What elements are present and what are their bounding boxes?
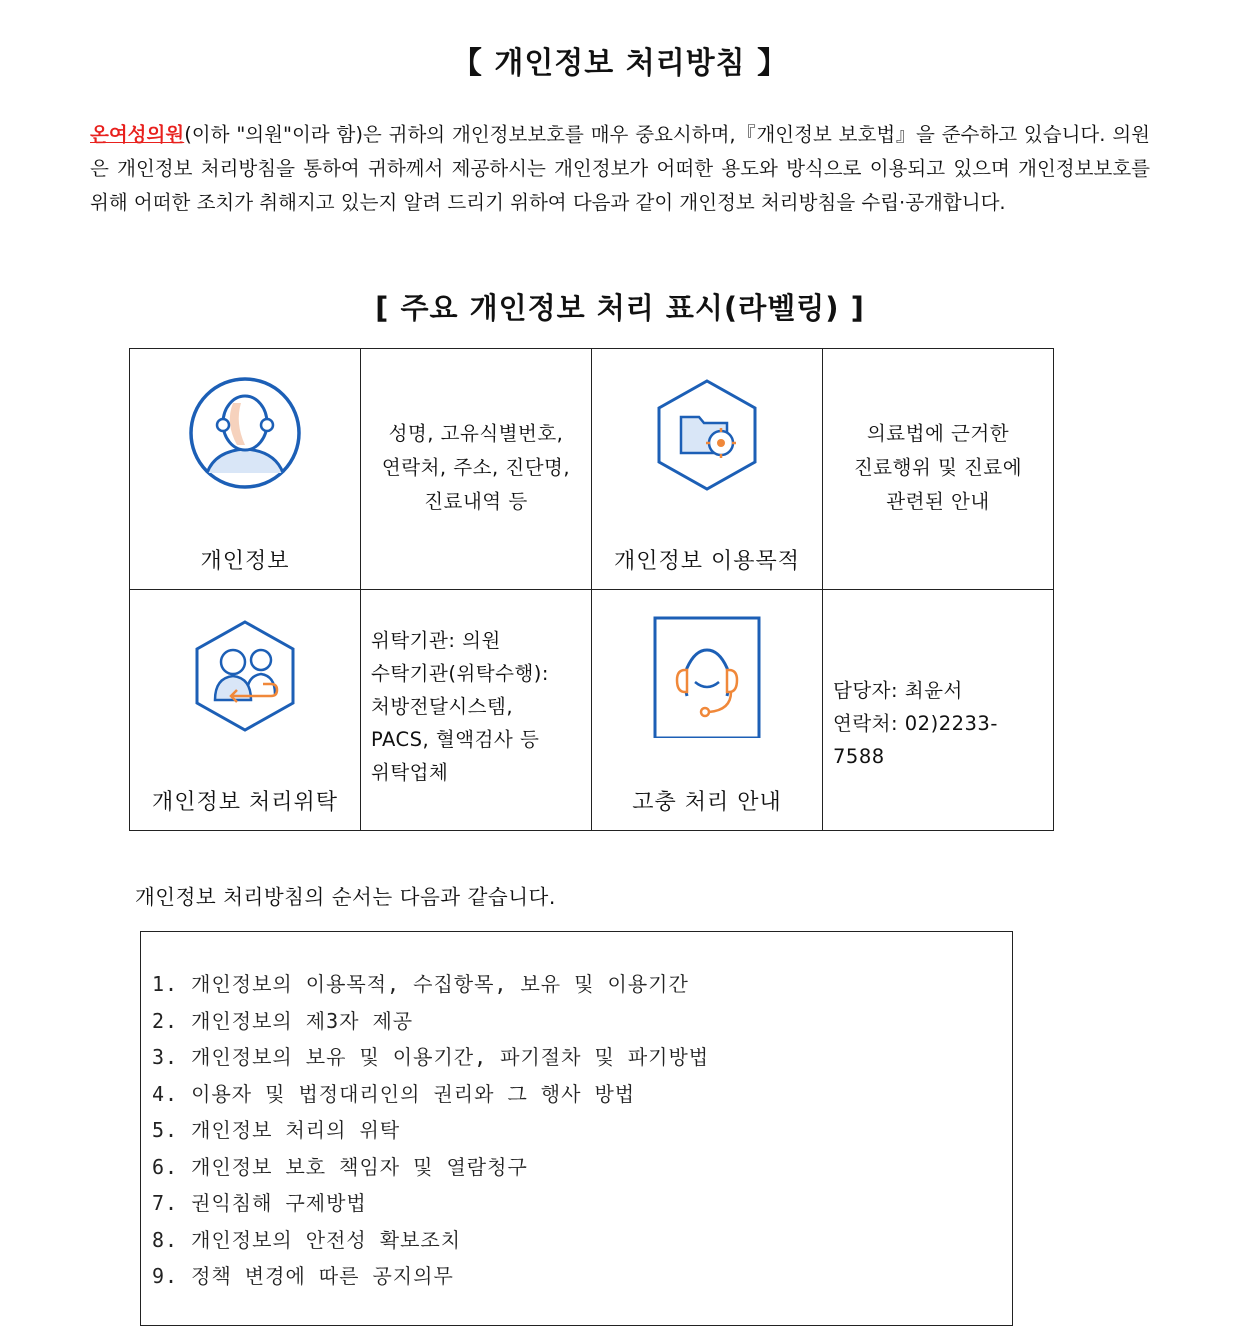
entrustment-icon-cell [130, 590, 361, 831]
purpose-icon-cell [592, 349, 823, 590]
table-of-contents [140, 931, 1013, 1326]
list-item: 4. 이용자 및 법정대리인의 권리와 그 행사 방법 [152, 1081, 636, 1106]
purpose-items [831, 417, 1045, 519]
labeling-row [130, 349, 1054, 590]
intro-paragraph [90, 118, 1150, 220]
purpose-caption: 개인정보 이용목적 [613, 549, 800, 574]
personal-info-item: 연락처, 주소, 진단명, [381, 456, 571, 479]
labeling-title: [ 주요 개인정보 처리 표시(라벨링) ] [375, 291, 865, 325]
entrustment-item: 위탁업체 [371, 761, 449, 784]
labeling-table [129, 348, 1054, 831]
list-item: 7. 권익침해 구제방법 [152, 1191, 367, 1215]
entrustment-caption: 개인정보 처리위탁 [151, 790, 338, 815]
entrustment-item: 수탁기관(위탁수행): [371, 662, 549, 685]
page-title: 【 개인정보 처리방침 】 [451, 46, 789, 81]
list-item: 1. 개인정보의 이용목적, 수집항목, 보유 및 이용기간 [152, 972, 689, 996]
grievance-items-cell [823, 590, 1054, 831]
grievance-item: 연락처: 02)2233-7588 [833, 712, 998, 768]
purpose-item: 의료법에 근거한 [866, 422, 1010, 445]
personal-info-caption: 개인정보 [200, 549, 290, 574]
headset-support-icon [592, 614, 822, 742]
grievance-items [833, 674, 1047, 773]
purpose-items-cell [823, 349, 1054, 590]
purpose-item: 관련된 안내 [886, 490, 990, 513]
folder-gear-icon [592, 373, 822, 501]
entrustment-item: 처방전달시스템, [371, 695, 514, 718]
personal-info-icon-cell [130, 349, 361, 590]
list-item: 2. 개인정보의 제3자 제공 [152, 1008, 414, 1033]
intro-text: (이하 "의원"이라 함)은 귀하의 개인정보보호를 매우 중요시하며,『개인정보 보호법』을 준수하고 있습니다. 의원은 개인정보 처리방침을 통하여 귀하께서 제공하시는 개인정보가 어떠한 용도와 방식으로 이용되고 있으며 개인정보보호를 위해 어떠한 조치가 취해지고 있는지 알려 드리기 위하여 다음과 같이 개인정보 처리방침을 수립·공개합니다. [90, 123, 1150, 214]
entrustment-items-cell [361, 590, 592, 831]
grievance-icon-cell [592, 590, 823, 831]
list-item: 8. 개인정보의 안전성 확보조치 [152, 1227, 462, 1252]
list-item: 5. 개인정보 처리의 위탁 [152, 1118, 401, 1142]
list-item: 3. 개인정보의 보유 및 이용기간, 파기절차 및 파기방법 [152, 1045, 710, 1069]
people-transfer-icon [130, 614, 360, 742]
grievance-item: 담당자: 최윤서 [833, 679, 963, 702]
clinic-name: 온여성의원 [90, 123, 185, 146]
order-intro: 개인정보 처리방침의 순서는 다음과 같습니다. [135, 885, 556, 909]
list-item: 9. 정책 변경에 따른 공지의무 [152, 1264, 454, 1288]
grievance-caption: 고충 처리 안내 [632, 790, 782, 815]
personal-info-item: 성명, 고유식별번호, [388, 422, 564, 445]
personal-info-items [369, 417, 583, 519]
labeling-row [130, 590, 1054, 831]
purpose-item: 진료행위 및 진료에 [853, 456, 1023, 479]
person-profile-icon [130, 373, 360, 501]
entrustment-item: PACS, 혈액검사 등 [371, 728, 540, 751]
entrustment-items [371, 624, 585, 789]
entrustment-item: 위탁기관: 의원 [371, 629, 501, 652]
list-item: 6. 개인정보 보호 책임자 및 열람청구 [152, 1154, 528, 1179]
personal-info-item: 진료내역 등 [424, 490, 528, 513]
personal-info-items-cell [361, 349, 592, 590]
